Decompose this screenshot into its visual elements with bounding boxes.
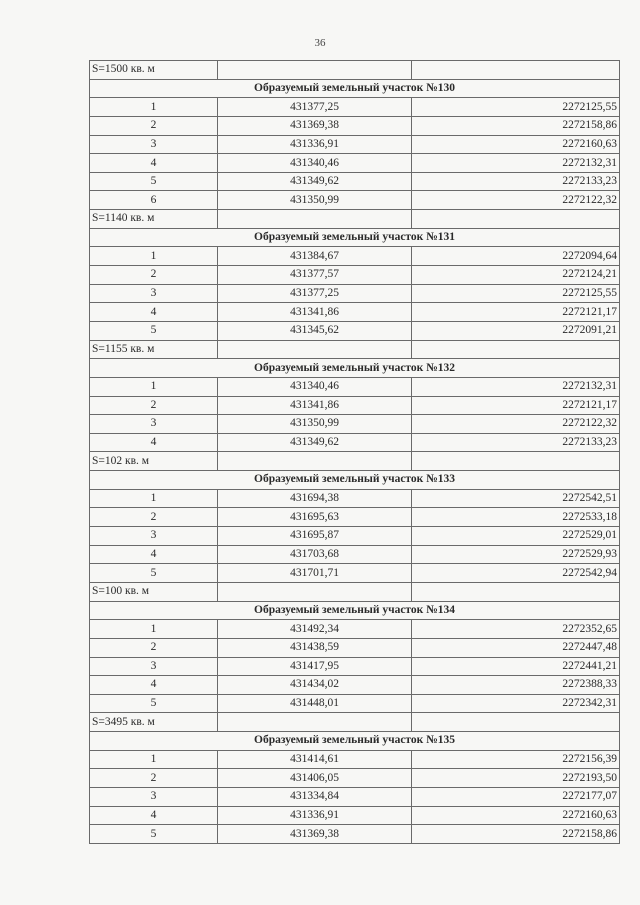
x-coordinate: 431334,84: [218, 787, 412, 806]
y-coordinate: 2272125,55: [412, 98, 620, 117]
x-coordinate: 431340,46: [218, 377, 412, 396]
table-row: [90, 638, 620, 657]
parcel-title: Образуемый земельный участок №134: [90, 601, 620, 620]
table-row: [90, 396, 620, 415]
x-coordinate: 431492,34: [218, 620, 412, 639]
y-coordinate: 2272542,51: [412, 489, 620, 508]
area-row: [90, 582, 620, 601]
table-row: [90, 564, 620, 583]
parcel-title: Образуемый земельный участок №130: [90, 79, 620, 98]
table-row: [90, 787, 620, 806]
x-coordinate: 431703,68: [218, 545, 412, 564]
parcel-header-row: [90, 228, 620, 247]
y-coordinate: 2272441,21: [412, 657, 620, 676]
empty-cell: [412, 582, 620, 601]
point-number: 4: [90, 676, 218, 695]
point-number: 1: [90, 98, 218, 117]
point-number: 1: [90, 620, 218, 639]
table-row: [90, 377, 620, 396]
point-number: 4: [90, 806, 218, 825]
y-coordinate: 2272133,23: [412, 172, 620, 191]
x-coordinate: 431384,67: [218, 247, 412, 266]
empty-cell: [218, 210, 412, 229]
point-number: 3: [90, 135, 218, 154]
empty-cell: [218, 61, 412, 80]
point-number: 4: [90, 303, 218, 322]
x-coordinate: 431377,57: [218, 266, 412, 285]
x-coordinate: 431369,38: [218, 825, 412, 844]
y-coordinate: 2272133,23: [412, 433, 620, 452]
x-coordinate: 431695,63: [218, 508, 412, 527]
table-row: [90, 154, 620, 173]
parcel-header-row: [90, 732, 620, 751]
area-value: S=102 кв. м: [90, 452, 218, 471]
area-row: [90, 61, 620, 80]
table-row: [90, 806, 620, 825]
point-number: 3: [90, 284, 218, 303]
y-coordinate: 2272533,18: [412, 508, 620, 527]
area-value: S=1155 кв. м: [90, 340, 218, 359]
point-number: 5: [90, 564, 218, 583]
area-row: [90, 340, 620, 359]
point-number: 5: [90, 321, 218, 340]
table-row: [90, 620, 620, 639]
point-number: 2: [90, 116, 218, 135]
x-coordinate: 431414,61: [218, 750, 412, 769]
table-row: [90, 769, 620, 788]
y-coordinate: 2272132,31: [412, 154, 620, 173]
x-coordinate: 431350,99: [218, 415, 412, 434]
table-row: [90, 247, 620, 266]
y-coordinate: 2272342,31: [412, 694, 620, 713]
y-coordinate: 2272094,64: [412, 247, 620, 266]
point-number: 2: [90, 396, 218, 415]
y-coordinate: 2272542,94: [412, 564, 620, 583]
x-coordinate: 431340,46: [218, 154, 412, 173]
point-number: 5: [90, 172, 218, 191]
y-coordinate: 2272529,01: [412, 527, 620, 546]
parcel-header-row: [90, 79, 620, 98]
parcel-header-row: [90, 601, 620, 620]
x-coordinate: 431336,91: [218, 806, 412, 825]
y-coordinate: 2272132,31: [412, 377, 620, 396]
table-row: [90, 433, 620, 452]
y-coordinate: 2272177,07: [412, 787, 620, 806]
x-coordinate: 431336,91: [218, 135, 412, 154]
x-coordinate: 431349,62: [218, 433, 412, 452]
y-coordinate: 2272091,21: [412, 321, 620, 340]
point-number: 1: [90, 489, 218, 508]
page-number: 36: [314, 37, 326, 49]
empty-cell: [218, 582, 412, 601]
x-coordinate: 431341,86: [218, 396, 412, 415]
x-coordinate: 431341,86: [218, 303, 412, 322]
x-coordinate: 431349,62: [218, 172, 412, 191]
table-row: [90, 266, 620, 285]
parcel-title: Образуемый земельный участок №131: [90, 228, 620, 247]
x-coordinate: 431377,25: [218, 98, 412, 117]
y-coordinate: 2272156,39: [412, 750, 620, 769]
empty-cell: [218, 713, 412, 732]
x-coordinate: 431406,05: [218, 769, 412, 788]
table-row: [90, 825, 620, 844]
x-coordinate: 431345,62: [218, 321, 412, 340]
table-row: [90, 98, 620, 117]
point-number: 5: [90, 825, 218, 844]
table-row: [90, 415, 620, 434]
table-row: [90, 135, 620, 154]
x-coordinate: 431694,38: [218, 489, 412, 508]
y-coordinate: 2272529,93: [412, 545, 620, 564]
empty-cell: [218, 340, 412, 359]
table-row: [90, 303, 620, 322]
table-row: [90, 116, 620, 135]
point-number: 2: [90, 769, 218, 788]
y-coordinate: 2272122,32: [412, 415, 620, 434]
area-row: [90, 210, 620, 229]
x-coordinate: 431369,38: [218, 116, 412, 135]
y-coordinate: 2272122,32: [412, 191, 620, 210]
table-row: [90, 694, 620, 713]
area-row: [90, 713, 620, 732]
table-row: [90, 676, 620, 695]
parcel-header-row: [90, 471, 620, 490]
empty-cell: [412, 61, 620, 80]
table-row: [90, 657, 620, 676]
point-number: 6: [90, 191, 218, 210]
y-coordinate: 2272121,17: [412, 303, 620, 322]
y-coordinate: 2272125,55: [412, 284, 620, 303]
table-row: [90, 191, 620, 210]
empty-cell: [412, 713, 620, 732]
point-number: 1: [90, 750, 218, 769]
y-coordinate: 2272160,63: [412, 135, 620, 154]
parcel-title: Образуемый земельный участок №133: [90, 471, 620, 490]
point-number: 3: [90, 415, 218, 434]
point-number: 1: [90, 247, 218, 266]
parcel-title: Образуемый земельный участок №135: [90, 732, 620, 751]
y-coordinate: 2272158,86: [412, 825, 620, 844]
area-value: S=3495 кв. м: [90, 713, 218, 732]
x-coordinate: 431448,01: [218, 694, 412, 713]
empty-cell: [412, 452, 620, 471]
point-number: 1: [90, 377, 218, 396]
table-row: [90, 321, 620, 340]
point-number: 4: [90, 154, 218, 173]
area-row: [90, 452, 620, 471]
table-row: [90, 508, 620, 527]
y-coordinate: 2272158,86: [412, 116, 620, 135]
y-coordinate: 2272352,65: [412, 620, 620, 639]
point-number: 2: [90, 638, 218, 657]
y-coordinate: 2272121,17: [412, 396, 620, 415]
point-number: 3: [90, 787, 218, 806]
area-value: S=1140 кв. м: [90, 210, 218, 229]
x-coordinate: 431417,95: [218, 657, 412, 676]
parcel-title: Образуемый земельный участок №132: [90, 359, 620, 378]
y-coordinate: 2272160,63: [412, 806, 620, 825]
table-row: [90, 750, 620, 769]
table-row: [90, 172, 620, 191]
coordinates-table-body: [90, 61, 620, 844]
y-coordinate: 2272124,21: [412, 266, 620, 285]
empty-cell: [412, 210, 620, 229]
area-value: S=1500 кв. м: [90, 61, 218, 80]
point-number: 3: [90, 527, 218, 546]
point-number: 4: [90, 545, 218, 564]
table-row: [90, 284, 620, 303]
y-coordinate: 2272193,50: [412, 769, 620, 788]
x-coordinate: 431350,99: [218, 191, 412, 210]
y-coordinate: 2272447,48: [412, 638, 620, 657]
x-coordinate: 431438,59: [218, 638, 412, 657]
parcel-header-row: [90, 359, 620, 378]
area-value: S=100 кв. м: [90, 582, 218, 601]
x-coordinate: 431434,02: [218, 676, 412, 695]
empty-cell: [412, 340, 620, 359]
point-number: 3: [90, 657, 218, 676]
empty-cell: [218, 452, 412, 471]
point-number: 2: [90, 508, 218, 527]
point-number: 4: [90, 433, 218, 452]
coordinates-table: [89, 60, 620, 844]
x-coordinate: 431701,71: [218, 564, 412, 583]
point-number: 2: [90, 266, 218, 285]
table-row: [90, 489, 620, 508]
point-number: 5: [90, 694, 218, 713]
y-coordinate: 2272388,33: [412, 676, 620, 695]
x-coordinate: 431377,25: [218, 284, 412, 303]
table-row: [90, 545, 620, 564]
x-coordinate: 431695,87: [218, 527, 412, 546]
table-row: [90, 527, 620, 546]
